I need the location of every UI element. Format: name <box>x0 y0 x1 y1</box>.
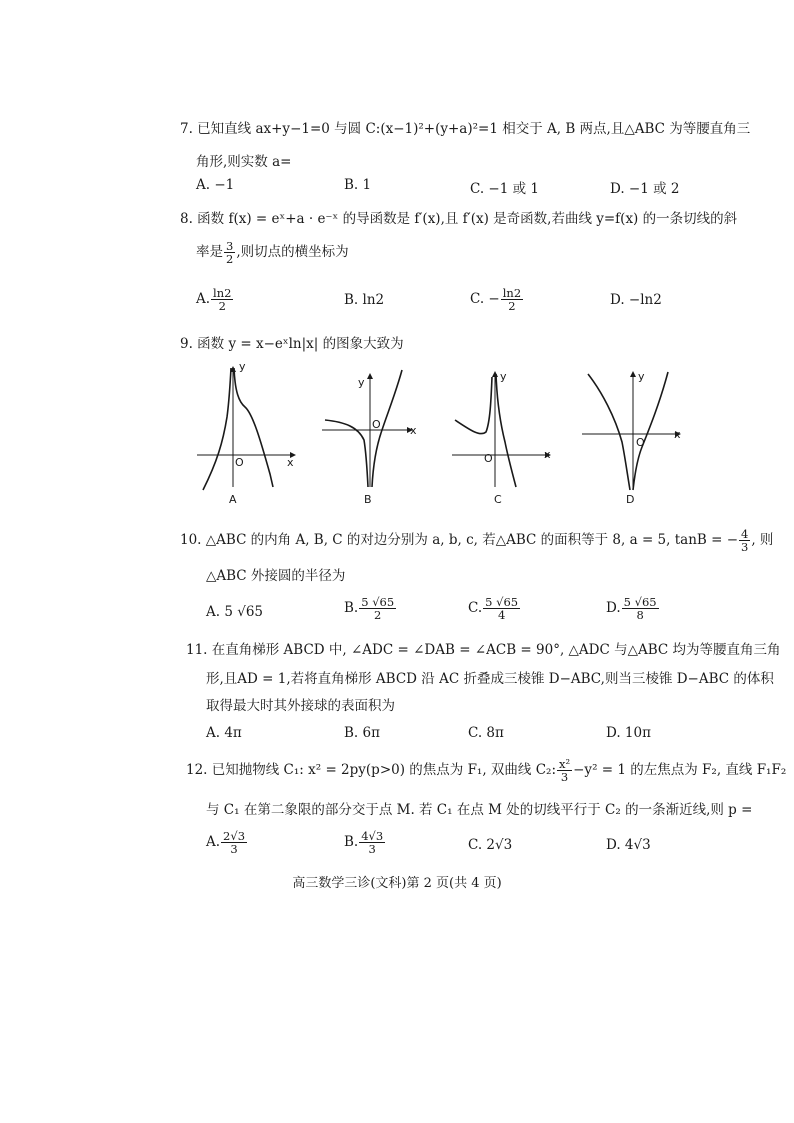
q10-option-c-num: 5 √65 <box>485 595 519 609</box>
q12-option-a-num: 2√3 <box>223 829 246 843</box>
q11-stem-line3: 取得最大时其外接球的表面积为 <box>206 698 395 714</box>
q9-a-y-label: y <box>239 360 246 373</box>
q8-slope-num: 3 <box>226 239 234 253</box>
q10-option-b-label: B. <box>344 600 359 617</box>
q7-option-d: D. −1 或 2 <box>610 181 680 197</box>
q10-line1-pre: 10. △ABC 的内角 A, B, C 的对边分别为 a, b, c, 若△ABC 的面积等于 8, a = 5, tanB = − <box>180 532 739 549</box>
q9-d-y-label: y <box>638 370 645 383</box>
q8-slope-fraction <box>224 240 235 265</box>
q8-option-b: B. ln2 <box>344 292 385 308</box>
q10-line1-post: , 则 <box>751 532 774 549</box>
q7-option-c: C. −1 或 1 <box>470 181 540 197</box>
q9-d-label: D <box>626 493 635 506</box>
q12-option-a <box>206 830 248 855</box>
q9-c-x-label: x <box>544 448 551 461</box>
q12-option-b-den: 3 <box>368 842 376 857</box>
q8-option-c-fraction <box>501 287 523 312</box>
q12-line1-pre: 12. 已知抛物线 C₁: x² = 2py(p>0) 的焦点为 F₁, 双曲线 C₂: <box>186 762 557 779</box>
q9-d-origin: O <box>636 436 645 449</box>
q11-option-d: D. 10π <box>606 725 651 741</box>
q10-option-a: A. 5 √65 <box>206 604 263 620</box>
q8-option-c-den: 2 <box>508 299 516 314</box>
q7-option-b: B. 1 <box>344 177 372 193</box>
q8-option-d: D. −ln2 <box>610 292 662 308</box>
q12-option-b-fraction <box>359 830 385 855</box>
q9-graph-a <box>195 360 305 506</box>
q11-option-a: A. 4π <box>206 725 242 741</box>
q9-d-x-label: x <box>674 428 681 441</box>
q10-option-c-fraction <box>483 596 520 621</box>
q8-option-c <box>470 287 524 312</box>
q12-option-c: C. 2√3 <box>468 837 513 853</box>
q10-tan-num: 4 <box>741 527 749 541</box>
q8-stem-line1: 8. 函数 f(x) = eˣ+a · e⁻ˣ 的导函数是 f′(x),且 f′(x) 是奇函数,若曲线 y=f(x) 的一条切线的斜 <box>180 211 738 227</box>
q9-b-y-label: y <box>358 376 365 389</box>
q10-option-d <box>606 596 660 621</box>
page-footer: 高三数学三诊(文科)第 2 页(共 4 页) <box>292 876 502 891</box>
q10-option-b-den: 2 <box>374 608 382 623</box>
q9-a-origin: O <box>235 456 244 469</box>
q8-option-a-label: A. <box>196 291 211 308</box>
q8-slope-den: 2 <box>226 252 234 267</box>
q9-c-origin: O <box>484 452 493 465</box>
q10-stem-line2: △ABC 外接圆的半径为 <box>206 568 346 584</box>
q11-stem-line1: 11. 在直角梯形 ABCD 中, ∠ADC = ∠DAB = ∠ACB = 90°, △ADC 与△ABC 均为等腰直角三角 <box>186 642 781 658</box>
q10-tan-den: 3 <box>741 540 749 555</box>
q9-b-origin: O <box>372 418 381 431</box>
q12-option-a-fraction <box>221 830 247 855</box>
q10-option-c-den: 4 <box>497 608 506 623</box>
q12-option-b-label: B. <box>344 834 359 851</box>
q12-option-a-label: A. <box>206 834 221 851</box>
q9-graph-d <box>580 362 690 506</box>
q8-option-a-den: 2 <box>218 299 226 314</box>
q12-option-b <box>344 830 386 855</box>
q8-option-c-label: C. − <box>470 291 500 308</box>
q11-option-b: B. 6π <box>344 725 380 741</box>
q10-option-d-num: 5 √65 <box>623 595 657 609</box>
q12-stem-line2: 与 C₁ 在第二象限的部分交于点 M. 若 C₁ 在点 M 处的切线平行于 C₂ 的一条渐近线,则 p = <box>206 802 753 818</box>
q10-tan-fraction <box>739 528 750 553</box>
q12-option-a-den: 3 <box>230 842 238 857</box>
q9-a-x-label: x <box>287 456 294 469</box>
q10-option-b <box>344 596 397 621</box>
q8-option-a <box>196 287 234 312</box>
q11-option-c: C. 8π <box>468 725 504 741</box>
q12-line1-post: −y² = 1 的左焦点为 F₂, 直线 F₁F₂ <box>573 762 787 779</box>
q7-stem-line1: 7. 已知直线 ax+y−1=0 与圆 C:(x−1)²+(y+a)²=1 相交于 A, B 两点,且△ABC 为等腰直角三 <box>180 121 751 137</box>
q9-graph-b <box>320 362 420 506</box>
q12-stem-line1 <box>186 758 786 783</box>
q11-stem-line2: 形,且AD = 1,若将直角梯形 ABCD 沿 AC 折叠成三棱锥 D−ABC,则当三棱锥 D−ABC 的体积 <box>206 671 774 687</box>
q10-option-d-label: D. <box>606 600 621 617</box>
q10-option-c-label: C. <box>468 600 483 617</box>
q12-hyperbola-den: 3 <box>560 770 569 785</box>
q12-hyperbola-fraction <box>557 758 572 783</box>
q9-b-x-label: x <box>410 424 417 437</box>
q9-b-label: B <box>364 493 372 506</box>
q10-option-b-fraction <box>359 596 396 621</box>
q12-hyperbola-num: x² <box>559 757 571 771</box>
q8-option-a-num: ln2 <box>213 286 232 300</box>
q7-option-a: A. −1 <box>196 177 235 193</box>
q8-line2-post: ,则切点的横坐标为 <box>236 244 349 261</box>
q10-option-c <box>468 596 521 621</box>
q8-stem-line2 <box>196 240 349 265</box>
q7-stem-line2: 角形,则实数 a= <box>196 154 292 170</box>
q9-a-label: A <box>229 493 237 506</box>
q12-option-b-num: 4√3 <box>361 829 384 843</box>
q10-option-b-num: 5 √65 <box>361 595 395 609</box>
q8-option-a-fraction <box>211 287 233 312</box>
q10-stem-line1 <box>180 528 773 553</box>
q8-option-c-num: ln2 <box>502 286 522 300</box>
q12-option-d: D. 4√3 <box>606 837 651 853</box>
q9-c-y-label: y <box>500 370 507 383</box>
q9-c-label: C <box>494 493 502 506</box>
q8-line2-pre: 率是 <box>196 244 223 261</box>
q10-option-d-fraction <box>622 596 659 621</box>
q9-stem: 9. 函数 y = x−eˣln|x| 的图象大致为 <box>180 336 404 352</box>
q10-option-d-den: 8 <box>636 608 644 623</box>
q9-graph-c <box>450 362 560 506</box>
